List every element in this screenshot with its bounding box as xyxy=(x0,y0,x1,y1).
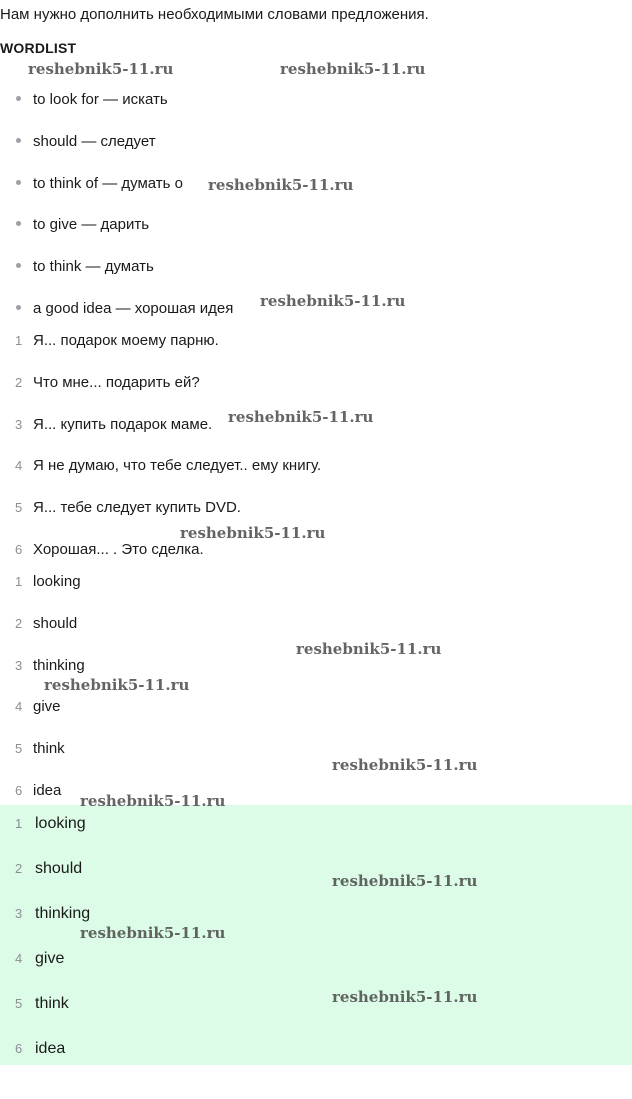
sentence-item: 3 Я... купить подарок маме. xyxy=(15,416,213,433)
watermark: reshebnik5-11.ru xyxy=(80,924,226,942)
answer-item: 3 thinking xyxy=(15,657,85,674)
final-answer-item: 1 looking xyxy=(15,815,86,832)
watermark: reshebnik5-11.ru xyxy=(180,524,326,542)
sentence-item: 6 Хорошая... . Это сделка. xyxy=(15,541,204,558)
watermark: reshebnik5-11.ru xyxy=(228,408,374,426)
intro-text: Нам нужно дополнить необходимыми словами предложения. xyxy=(0,6,429,23)
wordlist-item: to give — дарить xyxy=(16,216,149,233)
watermark: reshebnik5-11.ru xyxy=(80,792,226,810)
answer-item: 1 looking xyxy=(15,573,81,590)
final-answer-item: 6 idea xyxy=(15,1040,66,1057)
final-answer-item: 4 give xyxy=(15,950,65,967)
bullet-icon xyxy=(16,138,21,143)
sentence-item: 2 Что мне... подарить ей? xyxy=(15,374,200,391)
bullet-icon xyxy=(16,221,21,226)
wordlist-item: to think of — думать о xyxy=(16,175,183,192)
bullet-icon xyxy=(16,96,21,101)
bullet-icon xyxy=(16,305,21,310)
sentence-item: 5 Я... тебе следует купить DVD. xyxy=(15,499,241,516)
wordlist-item: a good idea — хорошая идея xyxy=(16,300,233,317)
wordlist-item: should — следует xyxy=(16,133,156,150)
wordlist-item: to think — думать xyxy=(16,258,154,275)
answer-item: 2 should xyxy=(15,615,78,632)
watermark: reshebnik5-11.ru xyxy=(296,640,442,658)
answer-item: 4 give xyxy=(15,698,61,715)
watermark: reshebnik5-11.ru xyxy=(28,60,174,78)
answer-item: 6 idea xyxy=(15,782,62,799)
wordlist-title: WORDLIST xyxy=(0,40,77,56)
watermark: reshebnik5-11.ru xyxy=(332,988,478,1006)
watermark: reshebnik5-11.ru xyxy=(44,676,190,694)
watermark: reshebnik5-11.ru xyxy=(208,176,354,194)
bullet-icon xyxy=(16,263,21,268)
final-answer-item: 3 thinking xyxy=(15,905,91,922)
answer-item: 5 think xyxy=(15,740,65,757)
bullet-icon xyxy=(16,180,21,185)
wordlist-item: to look for — искать xyxy=(16,91,168,108)
final-answer-item: 5 think xyxy=(15,995,69,1012)
sentence-item: 4 Я не думаю, что тебе следует.. ему книгу. xyxy=(15,457,322,474)
watermark: reshebnik5-11.ru xyxy=(260,292,406,310)
watermark: reshebnik5-11.ru xyxy=(332,756,478,774)
watermark: reshebnik5-11.ru xyxy=(280,60,426,78)
sentence-item: 1 Я... подарок моему парню. xyxy=(15,332,219,349)
watermark: reshebnik5-11.ru xyxy=(332,872,478,890)
final-answer-item: 2 should xyxy=(15,860,83,877)
